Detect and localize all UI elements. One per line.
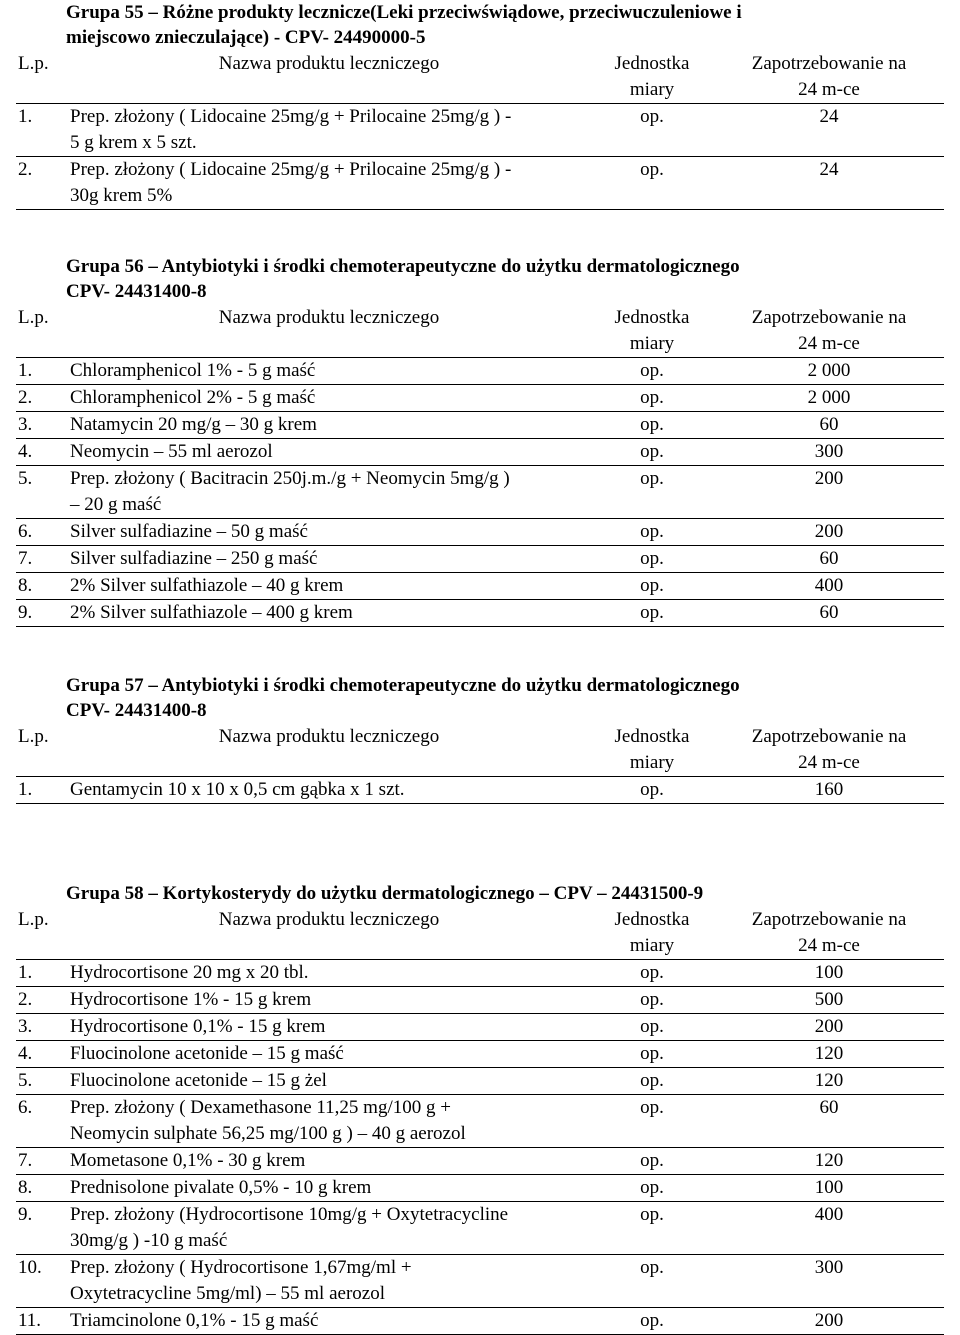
- group-55: [16, 0, 944, 210]
- table-row: 6. Silver sulfadiazine – 50 g maść op. 200: [16, 519, 944, 546]
- header-qty: Zapotrzebowanie na 24 m-ce: [751, 53, 907, 100]
- products-table: [16, 51, 944, 210]
- table-row: 6. Prep. złożony ( Dexamethasone 11,25 mg/100 g + Neomycin sulphate 56,25 mg/100 g ) – 40 g aerozol op. 60: [16, 1095, 944, 1148]
- table-row: 4. Neomycin – 55 ml aerozol op. 300: [16, 439, 944, 466]
- table-row: 8. Prednisolone pivalate 0,5% - 10 g krem op. 100: [16, 1175, 944, 1202]
- table-row: 9. Prep. złożony (Hydrocortisone 10mg/g + Oxytetracycline 30mg/g ) -10 g maść op. 400: [16, 1202, 944, 1255]
- table-row: 5. Fluocinolone acetonide – 15 g żel op. 120: [16, 1068, 944, 1095]
- header-name: Nazwa produktu leczniczego: [218, 53, 440, 74]
- group-57: [16, 673, 944, 804]
- table-row: 3. Hydrocortisone 0,1% - 15 g krem op. 200: [16, 1014, 944, 1041]
- group-title: Grupa 55 – Różne produkty lecznicze(Leki przeciwświądowe, przeciwuczuleniowe i miejscowo znieczulające) - CPV- 24490000-5: [66, 2, 742, 48]
- group-title: Grupa 58 – Kortykosterydy do użytku dermatologicznego – CPV – 24431500-9: [66, 883, 704, 904]
- table-row: 1. Gentamycin 10 x 10 x 0,5 cm gąbka x 1 szt. op. 160: [16, 777, 944, 804]
- group-58: [16, 881, 944, 1335]
- table-row: 1. Chloramphenicol 1% - 5 g maść op. 2 000: [16, 358, 944, 385]
- table-row: 2. Prep. złożony ( Lidocaine 25mg/g + Prilocaine 25mg/g ) - 30g krem 5% op. 24: [16, 157, 944, 210]
- table-row: 7. Silver sulfadiazine – 250 g maść op. 60: [16, 546, 944, 573]
- table-row: 8. 2% Silver sulfathiazole – 40 g krem op. 400: [16, 573, 944, 600]
- table-row: 9. 2% Silver sulfathiazole – 400 g krem op. 60: [16, 600, 944, 627]
- header-unit: Jednostka miary: [614, 53, 690, 100]
- table-header: L.p. Nazwa produktu leczniczego Jednostka miary Zapotrzebowanie na 24 m-ce: [18, 909, 907, 956]
- table-row: 4. Fluocinolone acetonide – 15 g maść op. 120: [16, 1041, 944, 1068]
- group-56: [16, 254, 944, 627]
- table-header: [16, 51, 944, 104]
- table-header: L.p. Nazwa produktu leczniczego Jednostka miary Zapotrzebowanie na 24 m-ce: [18, 726, 907, 773]
- table-row: 1. Hydrocortisone 20 mg x 20 tbl. op. 100: [16, 960, 944, 987]
- table-row: 5. Prep. złożony ( Bacitracin 250j.m./g + Neomycin 5mg/g ) – 20 g maść op. 200: [16, 466, 944, 519]
- table-row: 2. Hydrocortisone 1% - 15 g krem op. 500: [16, 987, 944, 1014]
- table-row: 11. Triamcinolone 0,1% - 15 g maść op. 200: [16, 1308, 944, 1335]
- table-row: 7. Mometasone 0,1% - 30 g krem op. 120: [16, 1148, 944, 1175]
- products-table: [16, 305, 944, 627]
- products-table: [16, 907, 944, 1335]
- table-row: 10. Prep. złożony ( Hydrocortisone 1,67mg/ml + Oxytetracycline 5mg/ml) – 55 ml aerozol op. 300: [16, 1255, 944, 1308]
- table-header: L.p. Nazwa produktu leczniczego Jednostka miary Zapotrzebowanie na 24 m-ce: [18, 307, 907, 354]
- table-row: 3. Natamycin 20 mg/g – 30 g krem op. 60: [16, 412, 944, 439]
- products-table: [16, 724, 944, 804]
- header-lp: L.p.: [18, 53, 49, 74]
- table-row: 1. Prep. złożony ( Lidocaine 25mg/g + Prilocaine 25mg/g ) - 5 g krem x 5 szt. op. 24: [16, 104, 944, 157]
- table-row: 2. Chloramphenicol 2% - 5 g maść op. 2 000: [16, 385, 944, 412]
- group-title: Grupa 56 – Antybiotyki i środki chemoterapeutyczne do użytku dermatologicznego CPV- 24431400-8: [66, 256, 740, 302]
- group-title: Grupa 57 – Antybiotyki i środki chemoterapeutyczne do użytku dermatologicznego CPV- 24431400-8: [66, 675, 740, 721]
